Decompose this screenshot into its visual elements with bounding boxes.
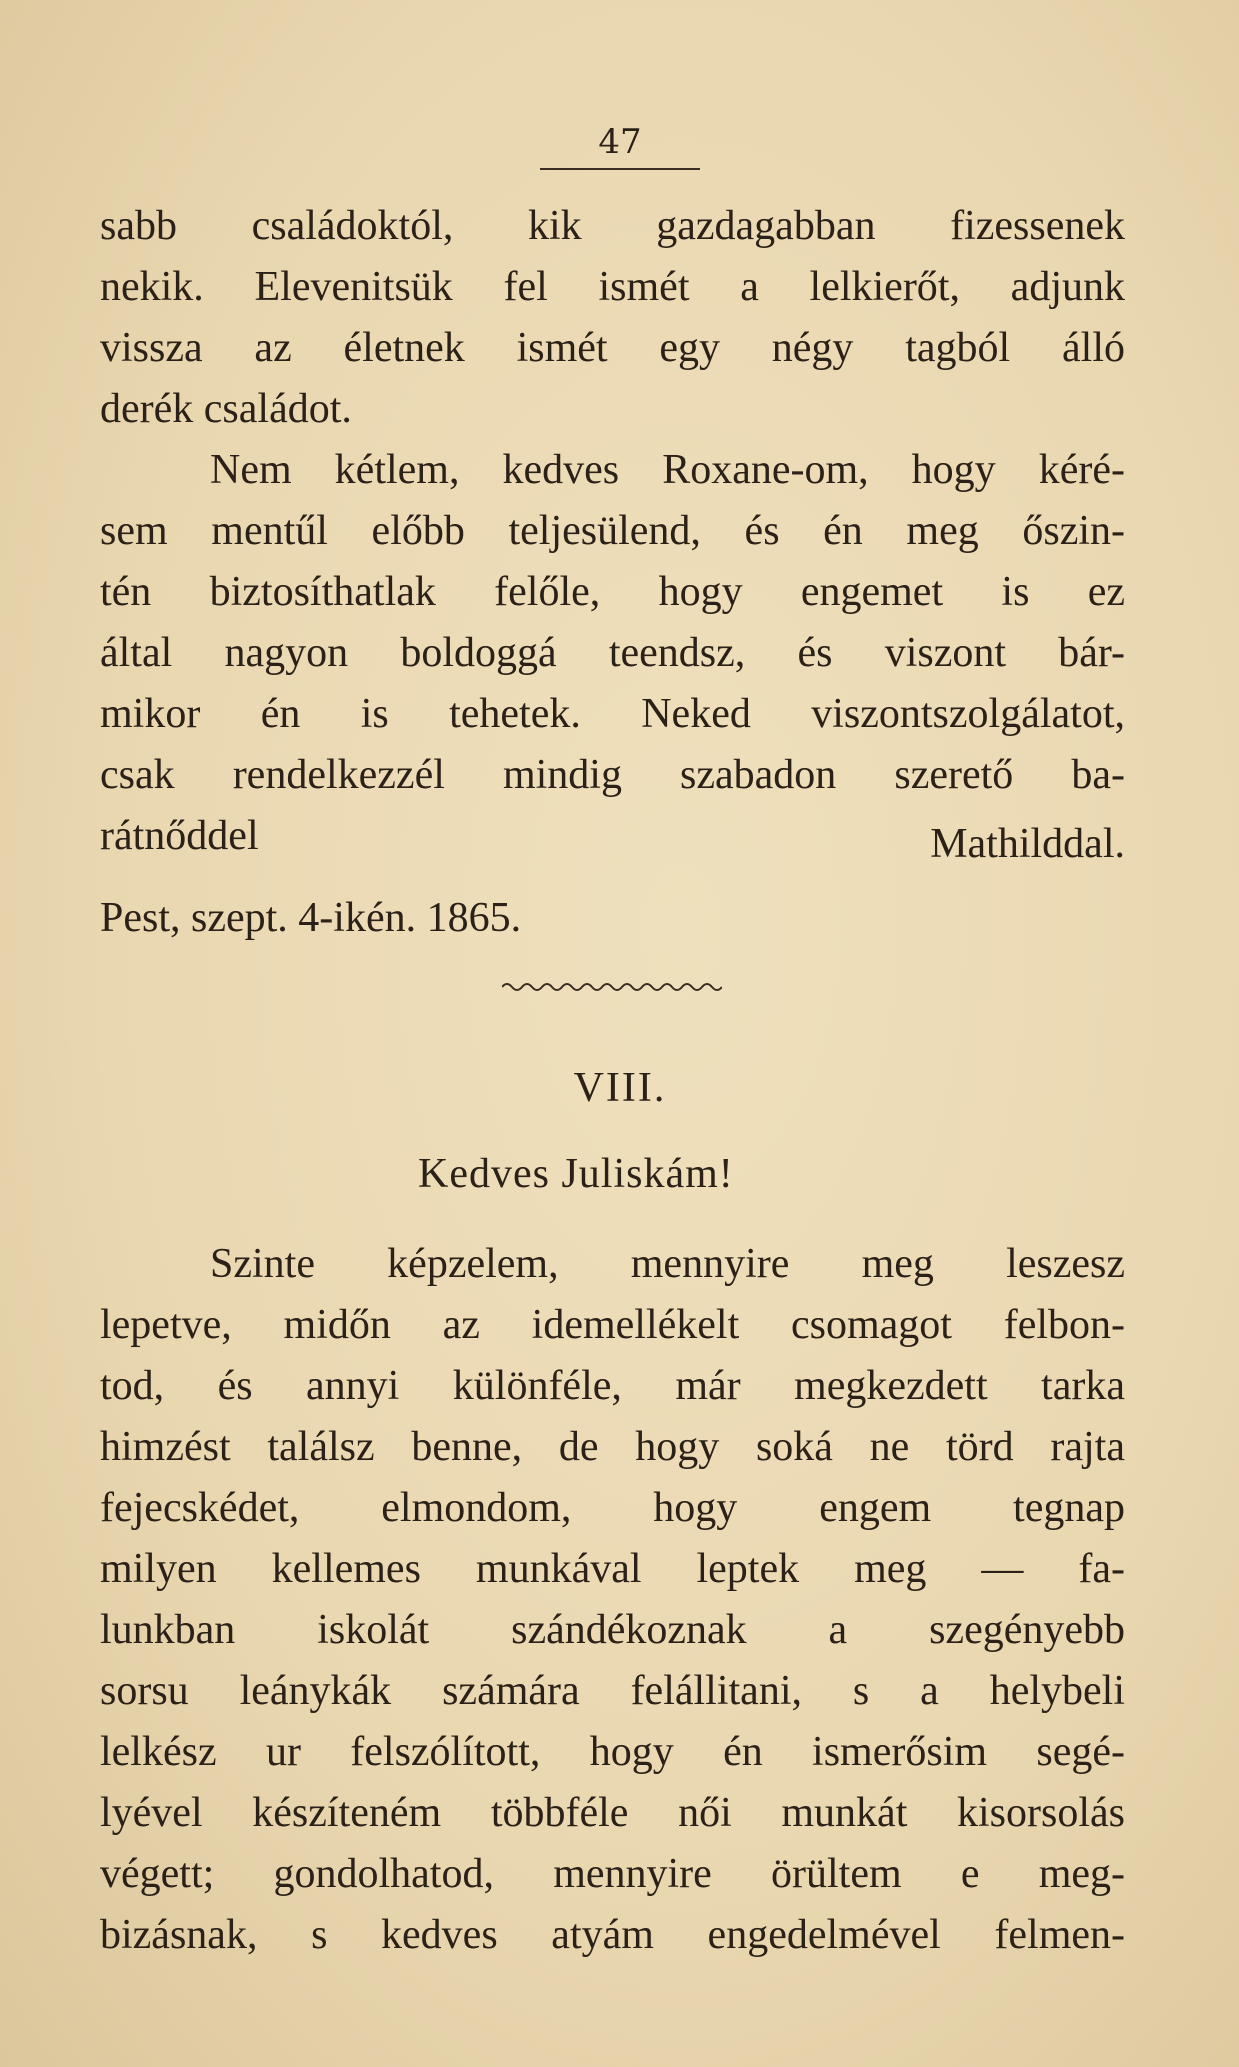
text-line: fejecskédet, elmondom, hogy engem tegnap	[100, 1485, 1125, 1531]
text-line: mikor én is tehetek. Neked viszontszolgálatot,	[100, 691, 1125, 737]
text-line: Nem kétlem, kedves Roxane-om, hogy kéré-	[210, 447, 1125, 493]
text-line: csak rendelkezzél mindig szabadon szerető ba-	[100, 752, 1125, 798]
text-line: sabb családoktól, kik gazdagabban fizessenek	[100, 203, 1125, 249]
text-line: tén biztosíthatlak felőle, hogy engemet is ez	[100, 569, 1125, 615]
section-number: VIII.	[573, 1065, 667, 1111]
salutation: Kedves Juliskám!	[418, 1151, 734, 1197]
text-line: lepetve, midőn az idemellékelt csomagot felbon-	[100, 1302, 1125, 1348]
text-line: Szinte képzelem, mennyire meg leszesz	[210, 1241, 1125, 1287]
text-line: sorsu leánykák számára felállitani, s a helybeli	[100, 1668, 1125, 1714]
text-line: vissza az életnek ismét egy négy tagból álló	[100, 325, 1125, 371]
place-date: Pest, szept. 4-ikén. 1865.	[100, 895, 522, 941]
text-line: végett; gondolhatod, mennyire örültem e meg-	[100, 1851, 1125, 1897]
text-line: milyen kellemes munkával leptek meg — fa-	[100, 1546, 1125, 1592]
letter-end-text	[100, 196, 1125, 867]
text-line: himzést találsz benne, de hogy soká ne törd rajta	[100, 1424, 1125, 1470]
page-number: 47	[598, 122, 642, 162]
text-line: lunkban iskolát szándékoznak a szegényebb	[100, 1607, 1125, 1653]
text-line: lyével készíteném többféle női munkát kisorsolás	[100, 1790, 1125, 1836]
text-line: nekik. Elevenitsük fel ismét a lelkierőt, adjunk	[100, 264, 1125, 310]
wavy-divider	[502, 980, 722, 994]
text-line: által nagyon boldoggá teendsz, és viszont bár-	[100, 630, 1125, 676]
page-number-rule	[540, 168, 700, 170]
signature: Mathilddal.	[930, 821, 1125, 867]
text-line: tod, és annyi különféle, már megkezdett tarka	[100, 1363, 1125, 1409]
text-line: derék családot.	[100, 386, 352, 432]
text-line: lelkész ur felszólított, hogy én ismerősim segé-	[100, 1729, 1125, 1775]
text-line: bizásnak, s kedves atyám engedelmével felmen-	[100, 1912, 1125, 1958]
letter-body-text	[100, 1234, 1125, 1966]
text-line: rátnőddel	[100, 813, 259, 859]
text-line: sem mentűl előbb teljesülend, és én meg őszin-	[100, 508, 1125, 554]
